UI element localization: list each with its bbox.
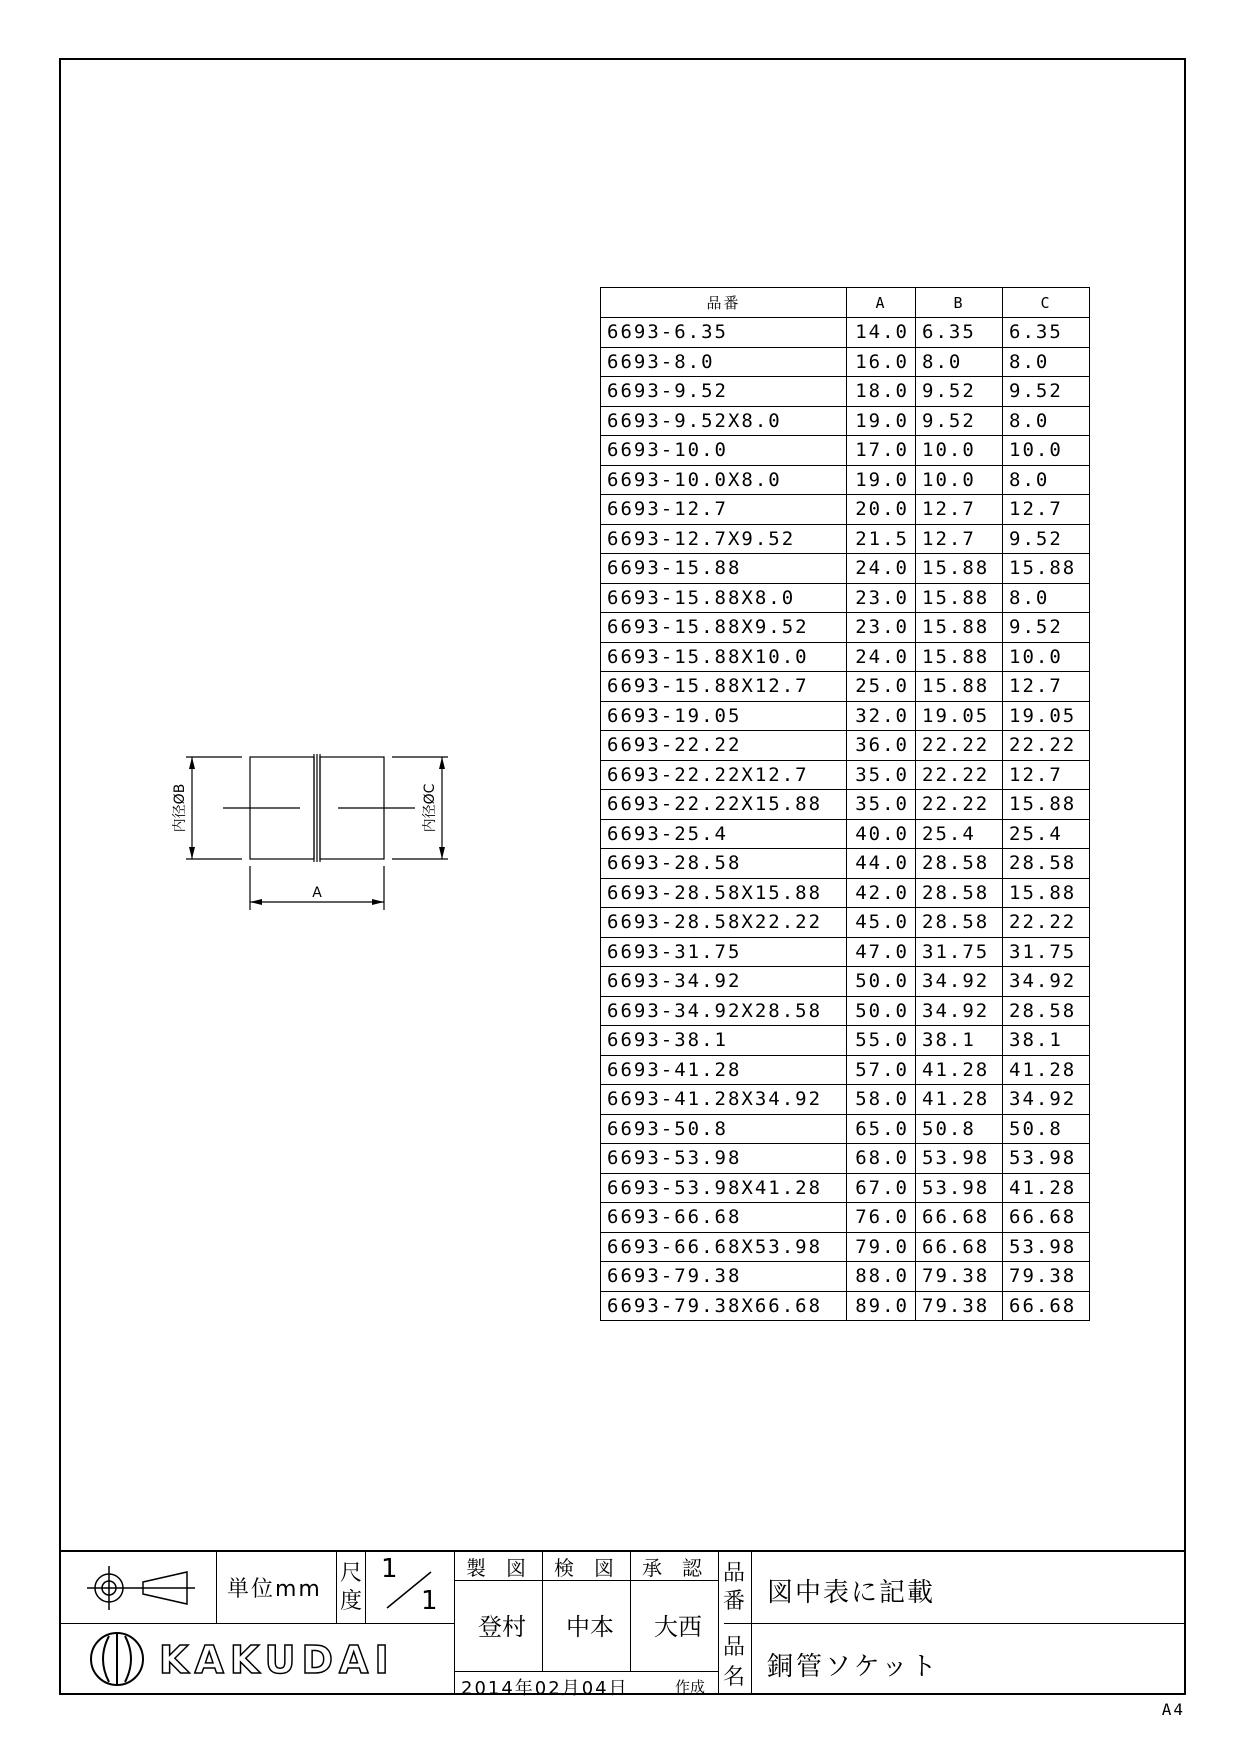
cell-b: 28.58 <box>916 849 1003 879</box>
cell-c: 41.28 <box>1003 1055 1090 1085</box>
cell-c: 53.98 <box>1003 1144 1090 1174</box>
cell-b: 10.0 <box>916 436 1003 466</box>
brand-logo: KAKUDAI <box>159 1638 395 1682</box>
part-no-label-2: 番 <box>723 1589 746 1614</box>
cell-part-number: 6693-79.38 <box>601 1262 847 1292</box>
cell-c: 9.52 <box>1003 377 1090 407</box>
cell-part-number: 6693-53.98X41.28 <box>601 1173 847 1203</box>
cell-c: 34.92 <box>1003 1085 1090 1115</box>
cell-c: 8.0 <box>1003 583 1090 613</box>
approved-by: 大西 <box>654 1613 702 1641</box>
cell-b: 15.88 <box>916 613 1003 643</box>
designed-by: 登村 <box>478 1613 526 1641</box>
cell-part-number: 6693-79.38X66.68 <box>601 1291 847 1321</box>
cell-part-number: 6693-15.88 <box>601 554 847 584</box>
cell-c: 28.58 <box>1003 996 1090 1026</box>
table-row <box>601 996 1090 1026</box>
table-row <box>601 377 1090 407</box>
table-row <box>601 908 1090 938</box>
cell-a: 42.0 <box>847 878 916 908</box>
dimension-a-label: A <box>312 885 322 901</box>
checked-by: 中本 <box>566 1613 614 1641</box>
cell-part-number: 6693-34.92X28.58 <box>601 996 847 1026</box>
cell-c: 31.75 <box>1003 937 1090 967</box>
cell-b: 22.22 <box>916 731 1003 761</box>
cell-b: 25.4 <box>916 819 1003 849</box>
table-row <box>601 436 1090 466</box>
cell-b: 28.58 <box>916 878 1003 908</box>
cell-part-number: 6693-34.92 <box>601 967 847 997</box>
cell-a: 40.0 <box>847 819 916 849</box>
socket-drawing <box>150 740 490 940</box>
cell-part-number: 6693-6.35 <box>601 318 847 348</box>
kakudai-logo-icon <box>87 1628 147 1690</box>
cell-c: 19.05 <box>1003 701 1090 731</box>
cell-part-number: 6693-28.58 <box>601 849 847 879</box>
cell-part-number: 6693-22.22 <box>601 731 847 761</box>
cell-part-number: 6693-38.1 <box>601 1026 847 1056</box>
cell-b: 8.0 <box>916 347 1003 377</box>
cell-a: 76.0 <box>847 1203 916 1233</box>
dimension-c-label: 内径ØC <box>422 783 438 833</box>
table-row <box>601 731 1090 761</box>
cell-part-number: 6693-22.22X12.7 <box>601 760 847 790</box>
part-no-label-1: 品 <box>723 1561 746 1586</box>
cell-b: 41.28 <box>916 1085 1003 1115</box>
cell-c: 22.22 <box>1003 731 1090 761</box>
cell-c: 9.52 <box>1003 524 1090 554</box>
dimension-b-label: 内径ØB <box>172 783 188 833</box>
cell-b: 28.58 <box>916 908 1003 938</box>
table-row <box>601 849 1090 879</box>
cell-c: 9.52 <box>1003 613 1090 643</box>
cell-c: 6.35 <box>1003 318 1090 348</box>
cell-a: 79.0 <box>847 1232 916 1262</box>
table-row <box>601 1262 1090 1292</box>
cell-c: 12.7 <box>1003 760 1090 790</box>
cell-a: 21.5 <box>847 524 916 554</box>
cell-a: 35.0 <box>847 790 916 820</box>
cell-part-number: 6693-66.68X53.98 <box>601 1232 847 1262</box>
cell-c: 15.88 <box>1003 554 1090 584</box>
table-row <box>601 790 1090 820</box>
cell-part-number: 6693-22.22X15.88 <box>601 790 847 820</box>
third-angle-projection-icon <box>87 1566 197 1610</box>
cell-b: 34.92 <box>916 996 1003 1026</box>
cell-part-number: 6693-12.7X9.52 <box>601 524 847 554</box>
approved-label: 承 認 <box>642 1556 702 1580</box>
cell-a: 68.0 <box>847 1144 916 1174</box>
table-row <box>601 701 1090 731</box>
cell-part-number: 6693-9.52X8.0 <box>601 406 847 436</box>
part-name-value: 銅管ソケット <box>767 1652 940 1682</box>
cell-c: 15.88 <box>1003 878 1090 908</box>
table-row <box>601 1203 1090 1233</box>
cell-c: 8.0 <box>1003 406 1090 436</box>
scale-label-2: 度 <box>340 1589 363 1614</box>
cell-b: 79.38 <box>916 1291 1003 1321</box>
table-row <box>601 1114 1090 1144</box>
table-row <box>601 465 1090 495</box>
header-a: A <box>847 288 916 318</box>
header-part-number: 品番 <box>601 288 847 318</box>
cell-c: 38.1 <box>1003 1026 1090 1056</box>
sheet-size: A4 <box>1161 1700 1185 1719</box>
cell-b: 79.38 <box>916 1262 1003 1292</box>
cell-a: 47.0 <box>847 937 916 967</box>
cell-b: 10.0 <box>916 465 1003 495</box>
cell-a: 18.0 <box>847 377 916 407</box>
cell-a: 32.0 <box>847 701 916 731</box>
cell-b: 22.22 <box>916 760 1003 790</box>
cell-b: 41.28 <box>916 1055 1003 1085</box>
cell-part-number: 6693-15.88X9.52 <box>601 613 847 643</box>
cell-part-number: 6693-15.88X12.7 <box>601 672 847 702</box>
table-row <box>601 583 1090 613</box>
table-row <box>601 406 1090 436</box>
table-row <box>601 1055 1090 1085</box>
table-row <box>601 347 1090 377</box>
cell-a: 89.0 <box>847 1291 916 1321</box>
table-row <box>601 318 1090 348</box>
cell-c: 79.38 <box>1003 1262 1090 1292</box>
checked-label: 検 図 <box>554 1556 614 1580</box>
cell-part-number: 6693-8.0 <box>601 347 847 377</box>
cell-b: 6.35 <box>916 318 1003 348</box>
cell-c: 66.68 <box>1003 1291 1090 1321</box>
scale-label-1: 尺 <box>340 1561 363 1586</box>
cell-c: 10.0 <box>1003 642 1090 672</box>
cell-a: 50.0 <box>847 996 916 1026</box>
table-row <box>601 1026 1090 1056</box>
cell-c: 53.98 <box>1003 1232 1090 1262</box>
scale-denominator: 1 <box>421 1586 438 1616</box>
cell-part-number: 6693-66.68 <box>601 1203 847 1233</box>
cell-part-number: 6693-28.58X15.88 <box>601 878 847 908</box>
title-block <box>59 1550 1186 1699</box>
cell-b: 38.1 <box>916 1026 1003 1056</box>
cell-a: 16.0 <box>847 347 916 377</box>
cell-b: 66.68 <box>916 1203 1003 1233</box>
cell-part-number: 6693-53.98 <box>601 1144 847 1174</box>
cell-a: 19.0 <box>847 465 916 495</box>
cell-a: 17.0 <box>847 436 916 466</box>
cell-b: 19.05 <box>916 701 1003 731</box>
cell-b: 22.22 <box>916 790 1003 820</box>
cell-part-number: 6693-50.8 <box>601 1114 847 1144</box>
cell-c: 15.88 <box>1003 790 1090 820</box>
cell-c: 22.22 <box>1003 908 1090 938</box>
cell-part-number: 6693-31.75 <box>601 937 847 967</box>
cell-c: 10.0 <box>1003 436 1090 466</box>
cell-a: 23.0 <box>847 583 916 613</box>
cell-a: 57.0 <box>847 1055 916 1085</box>
cell-b: 53.98 <box>916 1173 1003 1203</box>
cell-c: 41.28 <box>1003 1173 1090 1203</box>
part-number-value: 図中表に記載 <box>767 1578 936 1608</box>
cell-part-number: 6693-9.52 <box>601 377 847 407</box>
cell-part-number: 6693-19.05 <box>601 701 847 731</box>
cell-c: 50.8 <box>1003 1114 1090 1144</box>
cell-part-number: 6693-10.0X8.0 <box>601 465 847 495</box>
part-name-label-1: 品 <box>723 1635 746 1660</box>
cell-b: 15.88 <box>916 642 1003 672</box>
cell-part-number: 6693-25.4 <box>601 819 847 849</box>
cell-b: 9.52 <box>916 377 1003 407</box>
cell-part-number: 6693-28.58X22.22 <box>601 908 847 938</box>
cell-part-number: 6693-10.0 <box>601 436 847 466</box>
cell-b: 34.92 <box>916 967 1003 997</box>
cell-a: 20.0 <box>847 495 916 525</box>
table-row <box>601 1173 1090 1203</box>
cell-part-number: 6693-41.28X34.92 <box>601 1085 847 1115</box>
drawing-date: 2014年02月04日 <box>461 1678 629 1699</box>
table-row <box>601 1291 1090 1321</box>
table-row <box>601 613 1090 643</box>
table-row <box>601 642 1090 672</box>
parts-table <box>600 287 1090 1321</box>
table-row <box>601 1085 1090 1115</box>
cell-b: 9.52 <box>916 406 1003 436</box>
cell-part-number: 6693-12.7 <box>601 495 847 525</box>
cell-a: 45.0 <box>847 908 916 938</box>
cell-a: 58.0 <box>847 1085 916 1115</box>
cell-a: 67.0 <box>847 1173 916 1203</box>
cell-a: 55.0 <box>847 1026 916 1056</box>
cell-b: 66.68 <box>916 1232 1003 1262</box>
table-row <box>601 1144 1090 1174</box>
cell-a: 24.0 <box>847 554 916 584</box>
cell-c: 12.7 <box>1003 672 1090 702</box>
table-row <box>601 819 1090 849</box>
table-row <box>601 967 1090 997</box>
cell-part-number: 6693-15.88X10.0 <box>601 642 847 672</box>
part-name-label-2: 名 <box>723 1665 746 1690</box>
cell-a: 19.0 <box>847 406 916 436</box>
table-row <box>601 554 1090 584</box>
cell-b: 15.88 <box>916 583 1003 613</box>
cell-b: 15.88 <box>916 554 1003 584</box>
table-row <box>601 760 1090 790</box>
cell-a: 44.0 <box>847 849 916 879</box>
cell-c: 8.0 <box>1003 465 1090 495</box>
cell-c: 28.58 <box>1003 849 1090 879</box>
cell-a: 14.0 <box>847 318 916 348</box>
cell-a: 35.0 <box>847 760 916 790</box>
table-row <box>601 524 1090 554</box>
unit-label: 単位mm <box>227 1577 322 1602</box>
cell-a: 88.0 <box>847 1262 916 1292</box>
designed-label: 製 図 <box>466 1556 526 1580</box>
table-row <box>601 495 1090 525</box>
cell-c: 8.0 <box>1003 347 1090 377</box>
table-row <box>601 937 1090 967</box>
table-header-row <box>601 288 1090 318</box>
cell-a: 24.0 <box>847 642 916 672</box>
cell-b: 53.98 <box>916 1144 1003 1174</box>
cell-a: 65.0 <box>847 1114 916 1144</box>
cell-b: 15.88 <box>916 672 1003 702</box>
cell-b: 50.8 <box>916 1114 1003 1144</box>
cell-a: 50.0 <box>847 967 916 997</box>
cell-c: 34.92 <box>1003 967 1090 997</box>
table-row <box>601 1232 1090 1262</box>
cell-a: 23.0 <box>847 613 916 643</box>
cell-c: 66.68 <box>1003 1203 1090 1233</box>
cell-b: 12.7 <box>916 524 1003 554</box>
table-row <box>601 672 1090 702</box>
table-row <box>601 878 1090 908</box>
created-label: 作成 <box>675 1678 706 1696</box>
header-c: C <box>1003 288 1090 318</box>
cell-c: 25.4 <box>1003 819 1090 849</box>
cell-a: 25.0 <box>847 672 916 702</box>
cell-b: 12.7 <box>916 495 1003 525</box>
cell-part-number: 6693-15.88X8.0 <box>601 583 847 613</box>
scale-numerator: 1 <box>381 1554 398 1584</box>
cell-a: 36.0 <box>847 731 916 761</box>
cell-b: 31.75 <box>916 937 1003 967</box>
cell-part-number: 6693-41.28 <box>601 1055 847 1085</box>
cell-c: 12.7 <box>1003 495 1090 525</box>
header-b: B <box>916 288 1003 318</box>
